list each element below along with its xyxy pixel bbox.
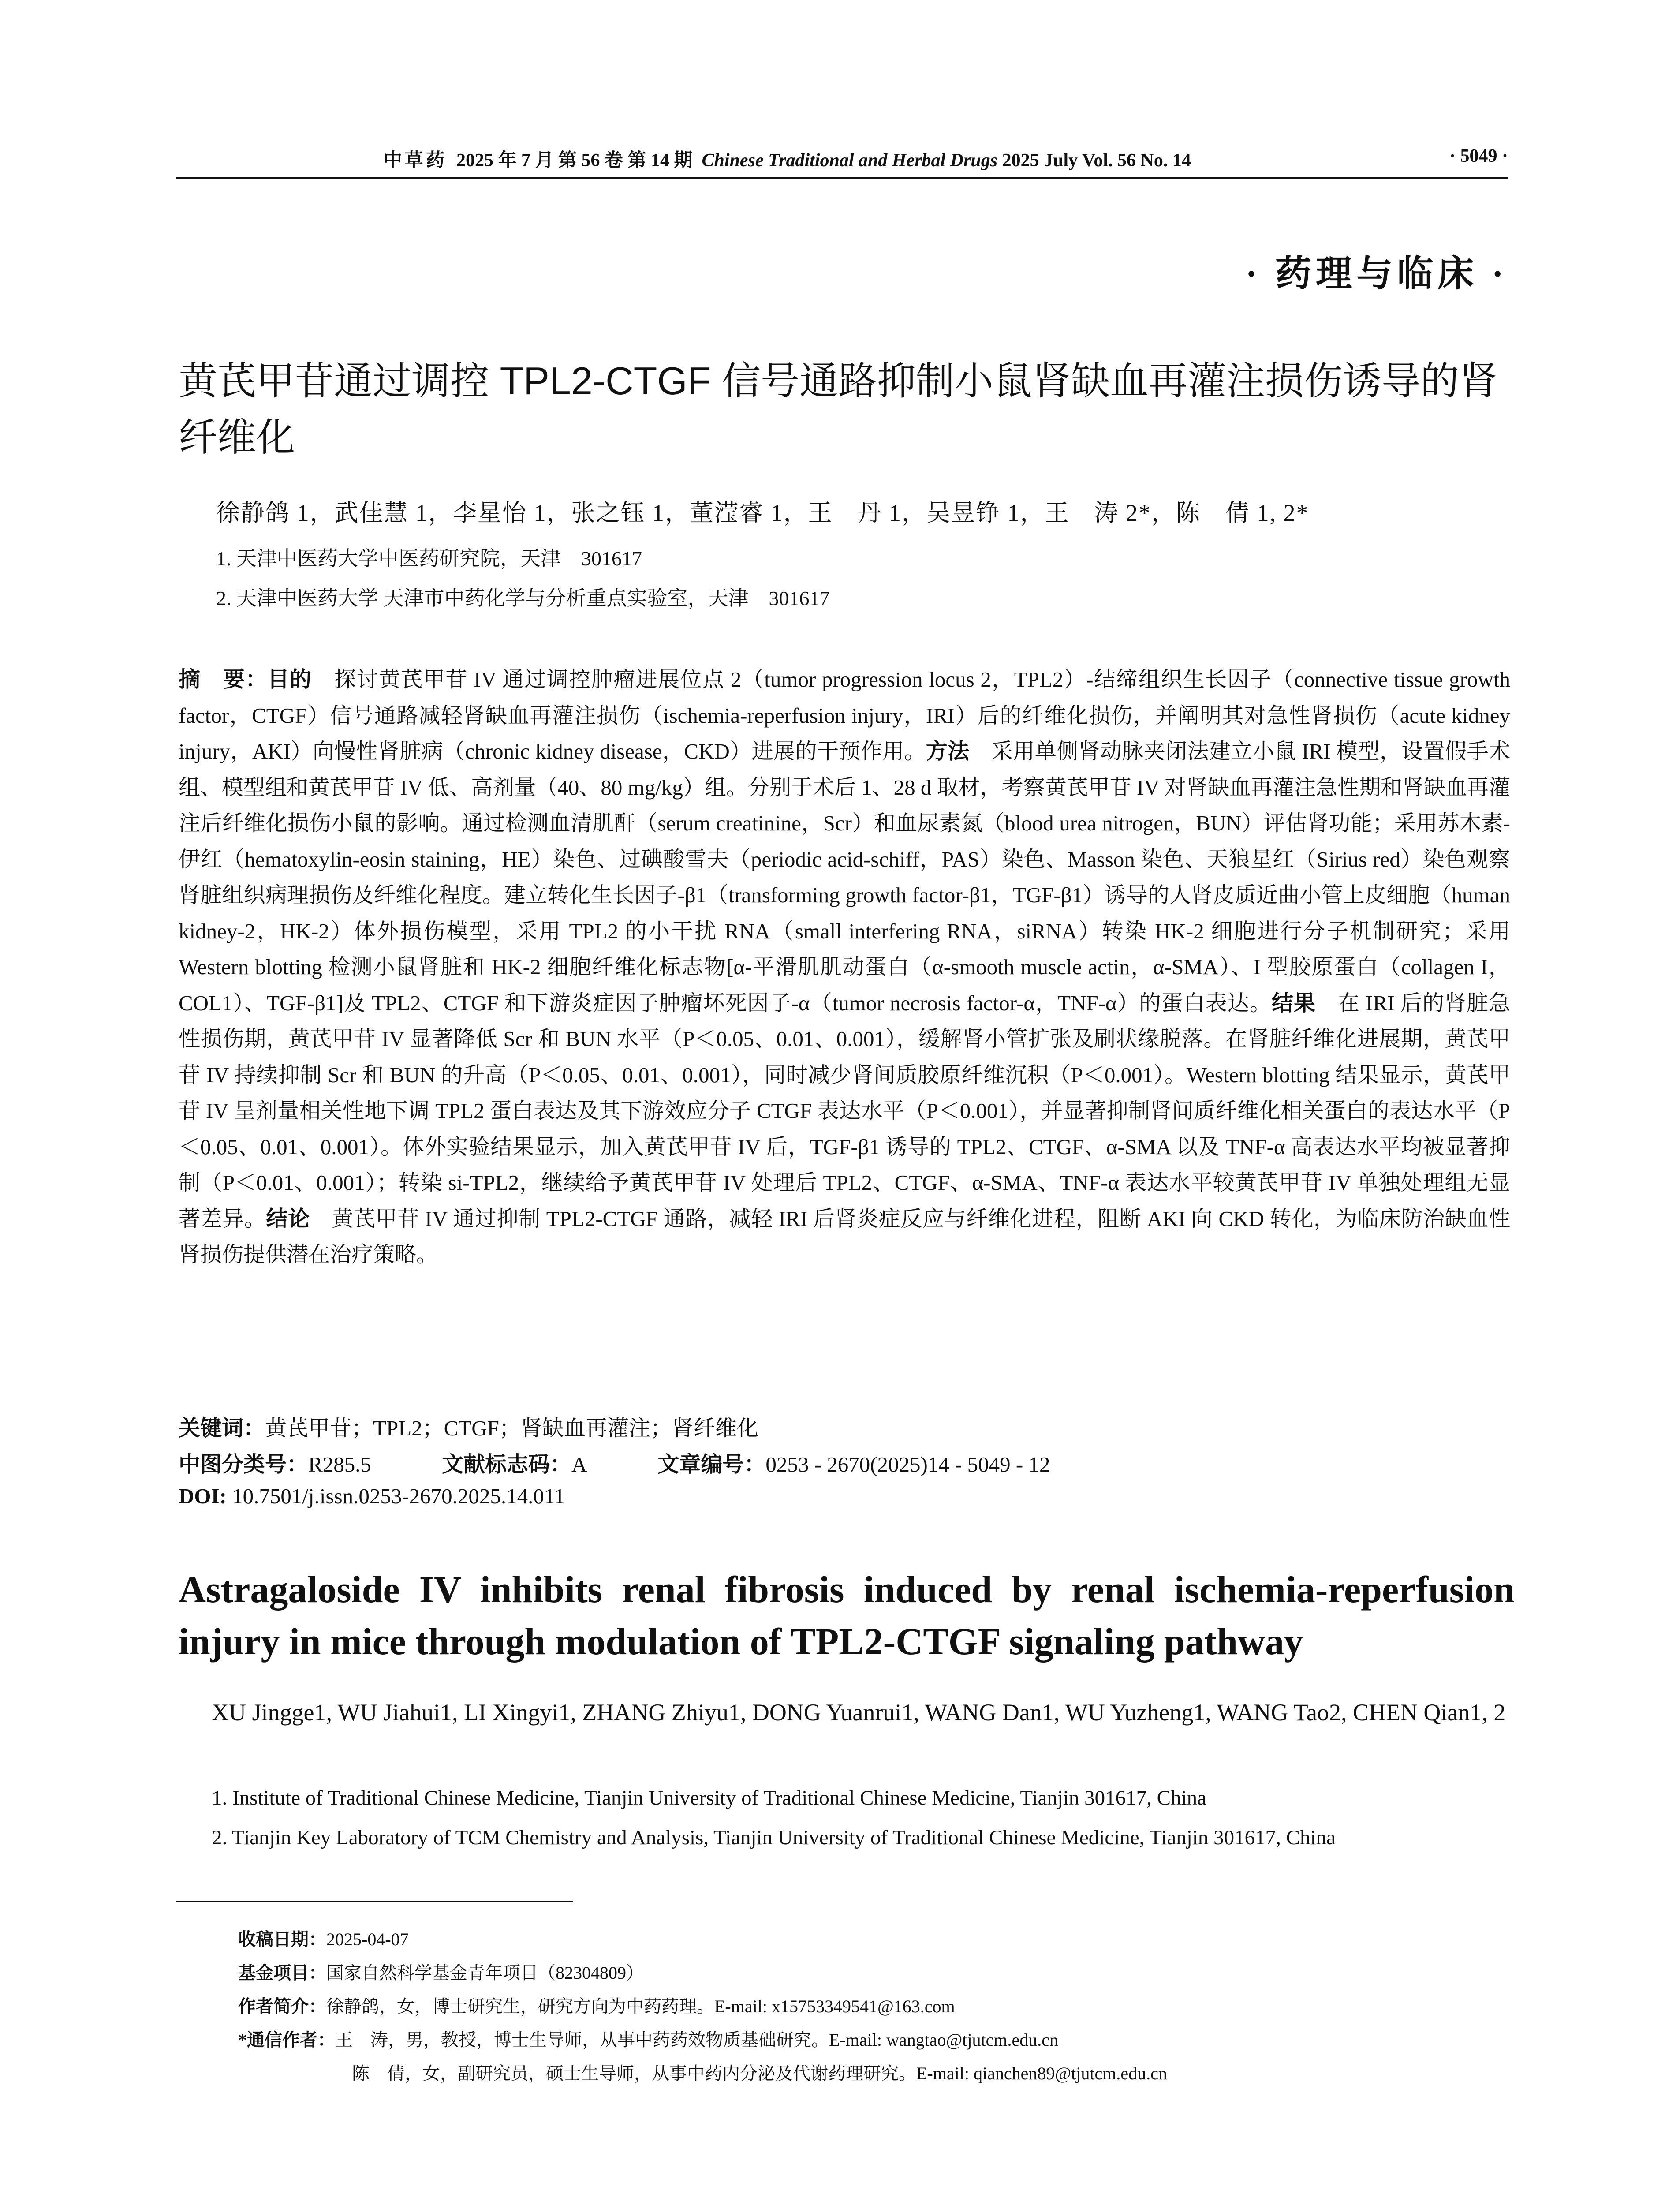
clc-value: R285.5 — [308, 1452, 371, 1476]
header-divider — [176, 177, 1508, 179]
abstract — [179, 662, 1510, 1273]
running-header — [176, 146, 1508, 172]
affiliation-cn-2: 2. 天津中医药大学 天津市中药化学与分析重点实验室，天津 301617 — [216, 587, 830, 609]
methods-text: 采用单侧肾动脉夹闭法建立小鼠 IRI 模型，设置假手术组、模型组和黄芪甲苷 IV 低、高剂量（40、80 mg/kg）组。分别于术后 1、28 d 取材，考察黄芪甲苷 IV 对肾缺血再灌注急性期和肾缺血再灌注后纤维化损伤小鼠的影响。通过检测血清肌酐（serum creatinine，Scr）和血尿素氮（blood urea nitrogen，BUN）评估肾功能；采用苏木素-伊红（hematoxylin-eosin staining，HE）染色、过碘酸雪夫（periodic acid-schiff，PAS）染色、Masson 染色、天狼星红（Sirius red）染色观察肾脏组织病理损伤及纤维化程度。建立转化生长因子-β1（transforming growth factor-β1，TGF-β1）诱导的人肾皮质近曲小管上皮细胞（human kidney-2，HK-2）体外损伤模型，采用 TPL2 的小干扰 RNA（small interfering RNA，siRNA）转染 HK-2 细胞进行分子机制研究；采用 Western blotting 检测小鼠肾脏和 HK-2 细胞纤维化标志物[α-平滑肌肌动蛋白（α-smooth muscle actin，α-SMA）、I 型胶原蛋白（collagen I，COL1）、TGF-β1]及 TPL2、CTGF 和下游炎症因子肿瘤坏死因子-α（tumor necrosis factor-α，TNF-α）的蛋白表达。 — [179, 739, 1510, 1015]
fund-value: 国家自然科学基金青年项目（82304809） — [326, 1963, 644, 1983]
title-cn: 黄芪甲苷通过调控 TPL2-CTGF 信号通路抑制小鼠肾缺血再灌注损伤诱导的肾纤维化 — [179, 359, 1498, 459]
conclusion-text: 黄芪甲苷 IV 通过抑制 TPL2-CTGF 通路，减轻 IRI 后肾炎症反应与纤维化进程，阻断 AKI 向 CKD 转化，为临床防治缺血性肾损伤提供潜在治疗策略。 — [179, 1206, 1510, 1267]
footnotes — [238, 1923, 1517, 2090]
issue-en: 2025 July Vol. 56 No. 14 — [1002, 150, 1191, 171]
doi-label: DOI: — [179, 1484, 227, 1508]
article-id-value: 0253 - 2670(2025)14 - 5049 - 12 — [765, 1452, 1050, 1476]
page-number: · 5049 · — [1449, 146, 1508, 166]
bio-value: 徐静鸽，女，博士研究生，研究方向为中药药理。E-mail: x15753349541@163.com — [326, 1996, 955, 2016]
keywords-label: 关键词： — [179, 1416, 265, 1440]
objective-label: 目的 — [267, 667, 312, 691]
footnote-divider — [176, 1901, 573, 1902]
received-label: 收稿日期： — [238, 1929, 326, 1949]
results-label: 结果 — [1271, 990, 1316, 1015]
classification-line — [179, 1447, 1050, 1478]
methods-label: 方法 — [926, 739, 970, 763]
abstract-label: 摘 要： — [179, 667, 268, 691]
authors-en: XU Jingge1, WU Jiahui1, LI Xingyi1, ZHANG Zhiyu1, DONG Yuanrui1, WANG Dan1, WU Yuzheng1, WANG Tao2, CHEN Qian1, 2 — [212, 1699, 1506, 1726]
footnote-author-bio — [238, 1990, 1517, 2023]
keywords — [179, 1411, 758, 1442]
article-id-label: 文章编号： — [657, 1452, 766, 1476]
doc-code-label: 文献标志码： — [441, 1452, 571, 1476]
objective-text: 探讨黄芪甲苷 IV 通过调控肿瘤进展位点 2（tumor progression locus 2，TPL2）-结缔组织生长因子（connective tissue growth factor，CTGF）信号通路减轻肾缺血再灌注损伤（ischemia-reperfusion injury，IRI）后的纤维化损伤，并阐明其对急性肾损伤（acute kidney injury，AKI）向慢性肾脏病（chronic kidney disease，CKD）进展的干预作用。 — [179, 667, 1510, 763]
affiliation-en-1: 1. Institute of Traditional Chinese Medicine, Tianjin University of Traditional Chinese Medicine, Tianjin 301617, China — [212, 1786, 1206, 1809]
running-header-center — [384, 146, 1191, 172]
title-en: Astragaloside IV inhibits renal fibrosis induced by renal ischemia-reperfusion injury in mice through modulation of TPL2-CTGF signaling pathway — [179, 1568, 1515, 1663]
results-text: 在 IRI 后的肾脏急性损伤期，黄芪甲苷 IV 显著降低 Scr 和 BUN 水平（P＜0.05、0.01、0.001），缓解肾小管扩张及刷状缘脱落。在肾脏纤维化进展期，黄芪甲苷 IV 持续抑制 Scr 和 BUN 的升高（P＜0.05、0.01、0.001），同时减少肾间质胶原纤维沉积（P＜0.001）。Western blotting 结果显示，黄芪甲苷 IV 呈剂量相关性地下调 TPL2 蛋白表达及其下游效应分子 CTGF 表达水平（P＜0.001），并显著抑制肾间质纤维化相关蛋白的表达水平（P＜0.05、0.01、0.001）。体外实验结果显示，加入黄芪甲苷 IV 后，TGF-β1 诱导的 TPL2、CTGF、α-SMA 以及 TNF-α 高表达水平均被显著抑制（P＜0.01、0.001）；转染 si-TPL2，继续给予黄芪甲苷 IV 处理后 TPL2、CTGF、α-SMA、TNF-α 表达水平较黄芪甲苷 IV 单独处理组无显著差异。 — [179, 990, 1510, 1231]
footnote-corresponding-2 — [238, 2057, 1517, 2090]
fund-label: 基金项目： — [238, 1963, 326, 1983]
received-value: 2025-04-07 — [326, 1929, 409, 1949]
keywords-value: 黄芪甲苷；TPL2；CTGF；肾缺血再灌注；肾纤维化 — [265, 1416, 758, 1440]
affiliation-en-2: 2. Tianjin Key Laboratory of TCM Chemistry and Analysis, Tianjin University of Traditional Chinese Medicine, Tianjin 301617, China — [212, 1826, 1336, 1849]
section-label: · 药理与临床 · — [1245, 254, 1508, 294]
doi-line — [179, 1484, 565, 1509]
conclusion-label: 结论 — [266, 1206, 310, 1231]
footnote-received — [238, 1923, 1517, 1956]
affiliation-cn-1: 1. 天津中医药大学中医药研究院，天津 301617 — [216, 547, 642, 570]
authors-cn: 徐静鸽 1，武佳慧 1，李星怡 1，张之钰 1，董滢睿 1，王 丹 1，吴昱铮 1，王 涛 2*，陈 倩 1, 2* — [216, 500, 1309, 526]
bio-label: 作者简介： — [238, 1996, 326, 2016]
clc-label: 中图分类号： — [179, 1452, 309, 1476]
doi-value[interactable]: 10.7501/j.issn.0253-2670.2025.14.011 — [232, 1484, 565, 1508]
corresponding-value-2: 陈 倩，女，副研究员，硕士生导师，从事中药内分泌及代谢药理研究。E-mail: qianchen89@tjutcm.edu.cn — [352, 2063, 1167, 2083]
abstract-paragraph — [179, 662, 1510, 1273]
footnote-fund — [238, 1956, 1517, 1990]
footnote-corresponding — [238, 2023, 1517, 2057]
journal-name-en: Chinese Traditional and Herbal Drugs — [702, 150, 998, 171]
corresponding-label: *通信作者： — [238, 2030, 335, 2050]
journal-name-cn: 中草药 — [384, 150, 448, 171]
doc-code-value: A — [571, 1452, 587, 1476]
issue-cn: 2025 年 7 月 第 56 卷 第 14 期 — [456, 150, 693, 171]
corresponding-value-1: 王 涛，男，教授，博士生导师，从事中药药效物质基础研究。E-mail: wangtao@tjutcm.edu.cn — [335, 2030, 1059, 2050]
